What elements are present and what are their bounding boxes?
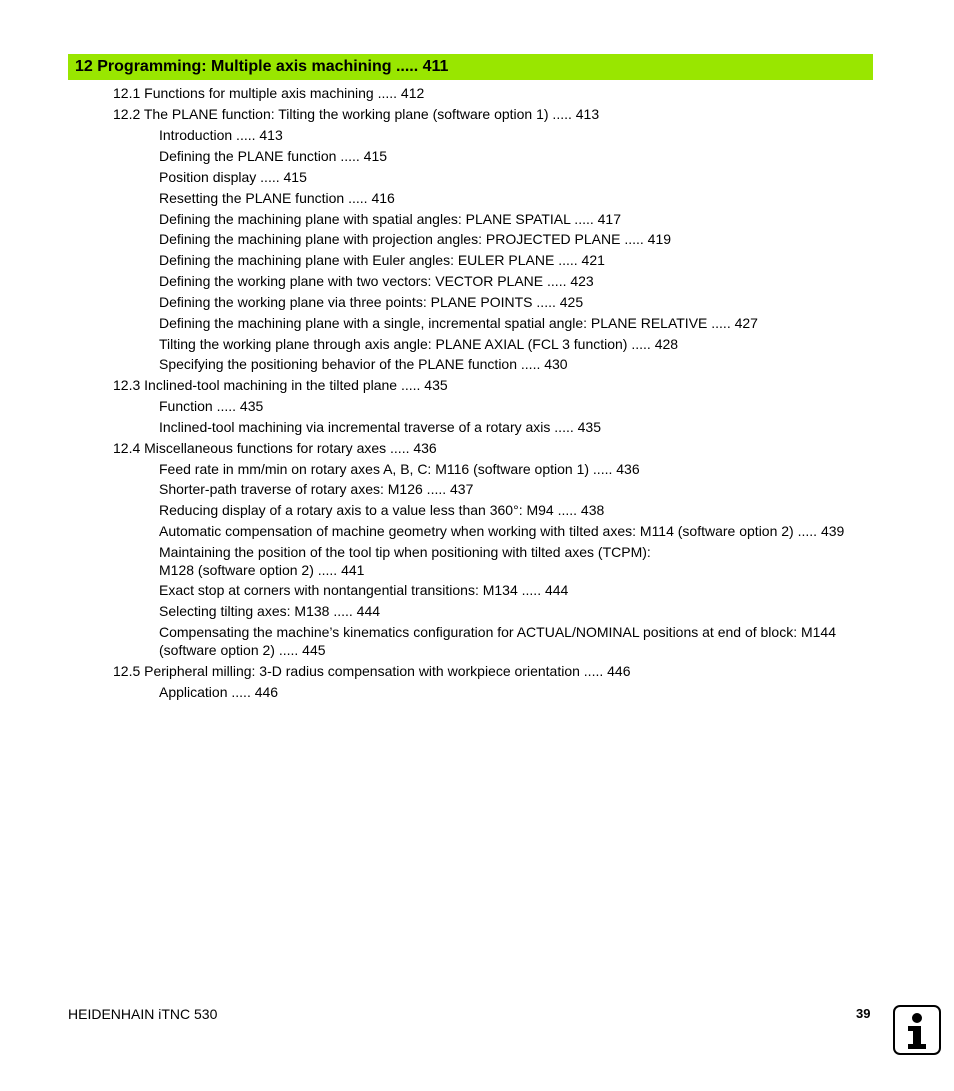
- toc-section-12-2[interactable]: 12.2 The PLANE function: Tilting the working plane (software option 1) ..... 413: [113, 106, 600, 122]
- toc-item-continuation[interactable]: M128 (software option 2) ..... 441: [159, 562, 365, 578]
- toc-item[interactable]: Exact stop at corners with nontangential transitions: M134 ..... 444: [159, 582, 569, 598]
- toc-section-12-1[interactable]: 12.1 Functions for multiple axis machining ..... 412: [113, 85, 425, 101]
- toc-item[interactable]: Selecting tilting axes: M138 ..... 444: [159, 603, 381, 619]
- toc-item[interactable]: Resetting the PLANE function ..... 416: [159, 190, 395, 206]
- toc-section-12-5[interactable]: 12.5 Peripheral milling: 3-D radius compensation with workpiece orientation ..... 446: [113, 663, 631, 679]
- info-glyph: [895, 1007, 939, 1053]
- toc-item[interactable]: Position display ..... 415: [159, 169, 307, 185]
- toc-item[interactable]: Shorter-path traverse of rotary axes: M126 ..... 437: [159, 481, 474, 497]
- toc-item[interactable]: Defining the machining plane with a single, incremental spatial angle: PLANE RELATIVE ..... 427: [159, 315, 758, 331]
- toc-section-12-3[interactable]: 12.3 Inclined-tool machining in the tilted plane ..... 435: [113, 377, 448, 393]
- toc-item[interactable]: Defining the machining plane with projection angles: PROJECTED PLANE ..... 419: [159, 231, 672, 247]
- toc-item[interactable]: Defining the machining plane with Euler angles: EULER PLANE ..... 421: [159, 252, 605, 268]
- toc-item[interactable]: Defining the PLANE function ..... 415: [159, 148, 388, 164]
- toc-item[interactable]: Defining the working plane with two vectors: VECTOR PLANE ..... 423: [159, 273, 594, 289]
- toc-item[interactable]: Specifying the positioning behavior of the PLANE function ..... 430: [159, 356, 568, 372]
- toc-section-12-4[interactable]: 12.4 Miscellaneous functions for rotary axes ..... 436: [113, 440, 437, 456]
- footer-page-number: 39: [856, 1006, 871, 1021]
- toc-item[interactable]: Introduction ..... 413: [159, 127, 283, 143]
- toc-item[interactable]: Application ..... 446: [159, 684, 279, 700]
- toc-item[interactable]: Compensating the machine’s kinematics configuration for ACTUAL/NOMINAL positions at end of block: M144: [159, 624, 836, 640]
- toc-item[interactable]: Reducing display of a rotary axis to a value less than 360°: M94 ..... 438: [159, 502, 605, 518]
- info-icon: [893, 1005, 941, 1055]
- toc-item[interactable]: Maintaining the position of the tool tip when positioning with tilted axes (TCPM):: [159, 544, 651, 560]
- toc-item[interactable]: Automatic compensation of machine geometry when working with tilted axes: M114 (software option 2) ..... 439: [159, 523, 845, 539]
- toc-item-continuation[interactable]: (software option 2) ..... 445: [159, 642, 326, 658]
- toc-item[interactable]: Defining the machining plane with spatial angles: PLANE SPATIAL ..... 417: [159, 211, 621, 227]
- chapter-heading-bar: [68, 54, 873, 80]
- toc-item[interactable]: Inclined-tool machining via incremental traverse of a rotary axis ..... 435: [159, 419, 601, 435]
- toc-item[interactable]: Defining the working plane via three points: PLANE POINTS ..... 425: [159, 294, 584, 310]
- toc-item[interactable]: Feed rate in mm/min on rotary axes A, B, C: M116 (software option 1) ..... 436: [159, 461, 640, 477]
- toc-item[interactable]: Function ..... 435: [159, 398, 264, 414]
- chapter-title[interactable]: 12 Programming: Multiple axis machining ..... 411: [75, 58, 449, 75]
- footer-manual-title: HEIDENHAIN iTNC 530: [68, 1006, 218, 1022]
- toc-item[interactable]: Tilting the working plane through axis angle: PLANE AXIAL (FCL 3 function) ..... 428: [159, 336, 679, 352]
